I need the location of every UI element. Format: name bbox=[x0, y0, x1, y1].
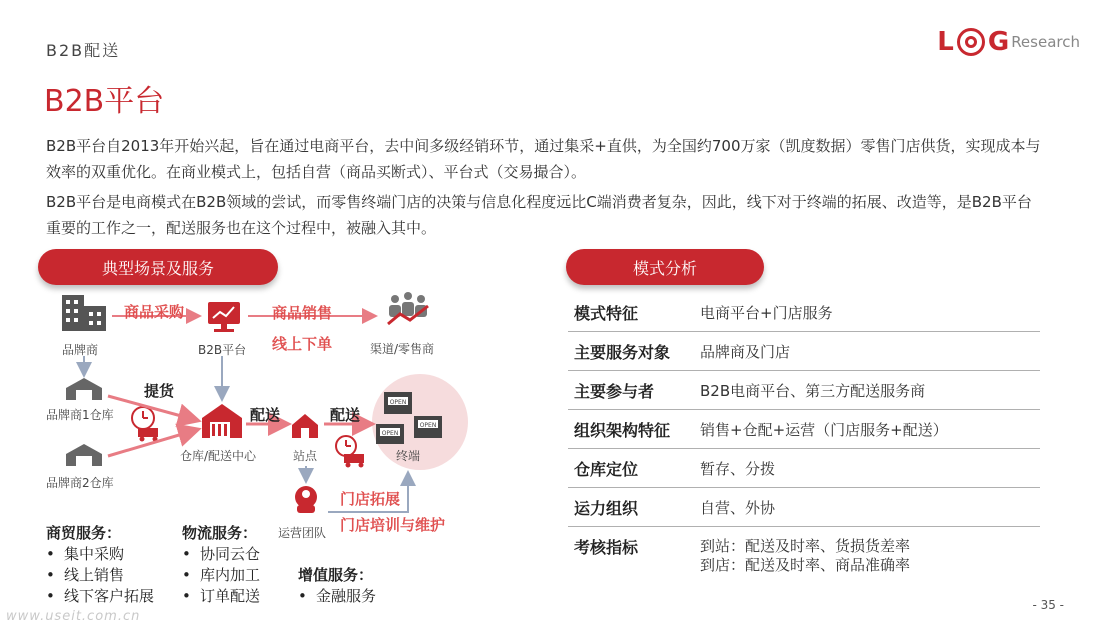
row-key: 组织架构特征 bbox=[574, 421, 671, 440]
row-value: 销售+仓配+运营（门店服务+配送） bbox=[700, 421, 948, 439]
row-value: B2B电商平台、第三方配送服务商 bbox=[700, 382, 926, 400]
scenario-pill bbox=[38, 249, 278, 285]
clock-icon-2 bbox=[336, 436, 364, 468]
logo-target-icon bbox=[957, 28, 985, 56]
channel-label: 渠道/零售商 bbox=[370, 342, 435, 356]
station-label: 站点 bbox=[293, 449, 318, 463]
page-number: - 35 - bbox=[1032, 598, 1064, 612]
service-title: 增值服务： bbox=[298, 566, 374, 584]
warehouse-icon-2 bbox=[66, 444, 102, 466]
arrow-purchase-label: 商品采购 bbox=[124, 303, 185, 321]
row-key: 考核指标 bbox=[574, 538, 639, 557]
arrow-pickup-label: 提货 bbox=[144, 382, 175, 400]
row-key: 运力组织 bbox=[574, 499, 639, 518]
store-icon-2 bbox=[376, 424, 404, 444]
analysis-pill-label: 模式分析 bbox=[632, 258, 697, 278]
warehouse1-label: 品牌商1仓库 bbox=[46, 408, 114, 422]
watermark-url: www.useit.com.cn bbox=[6, 609, 141, 624]
row-key: 模式特征 bbox=[574, 304, 639, 323]
store-icon-1 bbox=[384, 392, 412, 414]
scenario-pill-label: 典型场景及服务 bbox=[101, 258, 214, 278]
clock-icon-1 bbox=[132, 407, 158, 442]
arrow-sales-label: 商品销售 bbox=[272, 304, 333, 322]
store-sign-1: OPEN bbox=[389, 399, 407, 406]
table-row bbox=[568, 410, 1040, 449]
logo-letter-l: L bbox=[937, 27, 954, 57]
ops-team-icon bbox=[295, 486, 317, 513]
warehouse2-label: 品牌商2仓库 bbox=[46, 476, 114, 490]
analysis-pill bbox=[566, 249, 764, 285]
arrow-expand-label: 门店拓展 bbox=[340, 490, 401, 508]
b2b-platform-label: B2B平台 bbox=[198, 343, 247, 357]
logo bbox=[937, 28, 1080, 56]
table-row bbox=[568, 371, 1040, 410]
brand-label: 品牌商 bbox=[62, 343, 99, 357]
table-row bbox=[568, 293, 1040, 332]
row-key: 仓库定位 bbox=[574, 460, 639, 479]
row-value: 到站：配送及时率、货损货差率 bbox=[700, 537, 911, 555]
intro-paragraph-2: B2B平台是电商模式在B2B领域的尝试，而零售终端门店的决策与信息化程度远比C端消费者复杂，因此，线下对于终端的拓展、改造等，是B2B平台重要的工作之一，配送服务也在这个过程中，被融入其中。 bbox=[46, 193, 1032, 237]
list-item: • 集中采购 bbox=[46, 545, 125, 563]
arrow-online-label: 线上下单 bbox=[272, 335, 333, 353]
row-value: 自营、外协 bbox=[700, 499, 776, 517]
warehouse-icon-1 bbox=[66, 378, 102, 400]
list-item: • 订单配送 bbox=[182, 587, 261, 605]
table-row bbox=[568, 449, 1040, 488]
row-key: 主要服务对象 bbox=[574, 343, 671, 362]
service-title: 商贸服务： bbox=[46, 524, 122, 542]
row-key: 主要参与者 bbox=[574, 382, 655, 401]
arrow-training-label: 门店培训与维护 bbox=[340, 516, 446, 534]
section-label: B2B配送 bbox=[46, 41, 121, 60]
list-item: • 金融服务 bbox=[298, 587, 377, 605]
row-value: 暂存、分拨 bbox=[700, 460, 776, 478]
list-item: • 线下客户拓展 bbox=[46, 587, 155, 605]
store-sign-2: OPEN bbox=[381, 430, 399, 437]
store-icon-3 bbox=[414, 416, 442, 438]
arrow-delivery1-label: 配送 bbox=[250, 406, 281, 424]
store-sign-3: OPEN bbox=[419, 422, 437, 429]
row-value-2: 到店：配送及时率、商品准确率 bbox=[700, 556, 911, 574]
service-group-logistics bbox=[182, 522, 260, 606]
arrow-delivery2-label: 配送 bbox=[330, 406, 361, 424]
computer-icon bbox=[208, 302, 240, 332]
table-row bbox=[568, 332, 1040, 371]
distribution-center-icon bbox=[202, 404, 242, 438]
logo-letter-g: G bbox=[987, 27, 1010, 57]
intro-paragraph-1: B2B平台自2013年开始兴起，旨在通过电商平台，去中间多级经销环节，通过集采+直供，为全国约700万家（凯度数据）零售门店供货，实现成本与效率的双重优化。在商业模式上，包括自营（商品买断式）、平台式（交易撮合）。 bbox=[46, 137, 1041, 181]
service-group-value-added bbox=[298, 564, 376, 606]
dc-label: 仓库/配送中心 bbox=[180, 449, 257, 463]
building-icon bbox=[62, 295, 106, 331]
row-value: 电商平台+门店服务 bbox=[700, 304, 833, 322]
station-icon bbox=[292, 414, 318, 438]
terminal-label: 终端 bbox=[396, 449, 421, 463]
service-title: 物流服务： bbox=[182, 524, 258, 542]
row-value: 品牌商及门店 bbox=[700, 343, 791, 361]
ops-team-label: 运营团队 bbox=[278, 526, 327, 540]
list-item: • 库内加工 bbox=[182, 566, 261, 584]
service-group-trade bbox=[46, 522, 154, 606]
page-title: B2B平台 bbox=[44, 84, 165, 119]
list-item: • 线上销售 bbox=[46, 566, 125, 584]
table-row bbox=[568, 527, 1040, 577]
people-icon bbox=[388, 292, 428, 324]
list-item: • 协同云仓 bbox=[182, 545, 261, 563]
table-row bbox=[568, 488, 1040, 527]
logo-suffix: Research bbox=[1011, 33, 1080, 51]
